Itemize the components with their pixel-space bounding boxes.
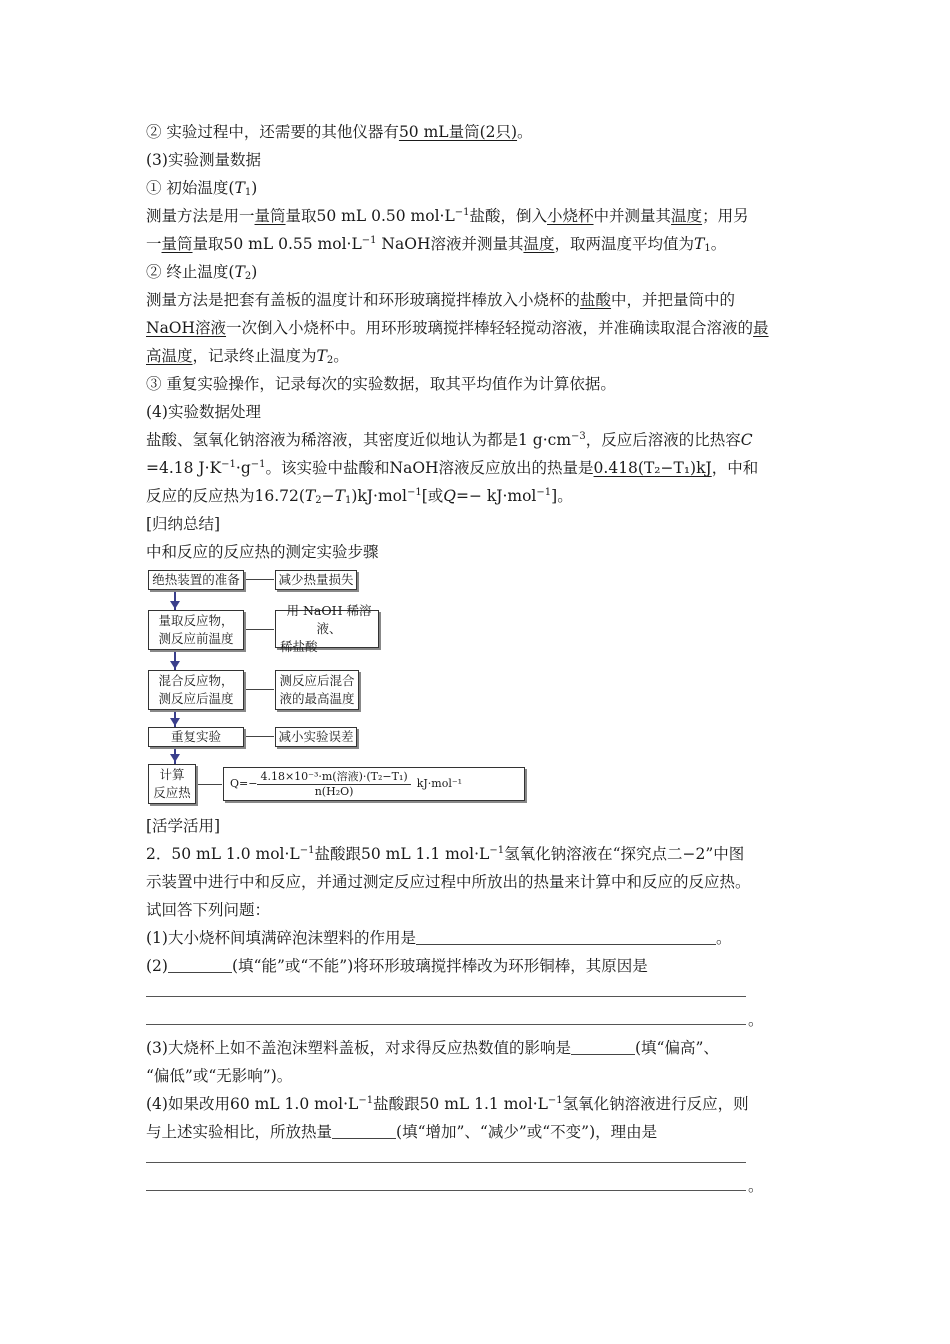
formula-fraction: $\frac{\text{4.18×10⁻³·m(溶液)·(T₂−T₁)}}{\text{n(H₂O)}}$ bbox=[257, 770, 410, 799]
text-line: NaOH溶液一次倒入小烧杯中。用环形玻璃搅拌棒轻轻搅动溶液，并准确读取混合溶液的最 bbox=[146, 319, 769, 337]
answer-blank[interactable] bbox=[416, 929, 716, 945]
text-line: 高温度，记录终止温度为$T_2$。 bbox=[146, 347, 349, 366]
connector bbox=[246, 736, 274, 737]
question-3: (3)大烧杯上如不盖泡沫塑料盖板，对求得反应热数值的影响是 (填“偏高”、 bbox=[146, 1039, 719, 1057]
flow-note-reduce-heat-loss: 减少热量损失 bbox=[275, 570, 357, 590]
question-3-cont: “偏低”或“无影响”)。 bbox=[146, 1067, 293, 1085]
answer-blank[interactable] bbox=[571, 1039, 635, 1055]
connector bbox=[198, 784, 222, 785]
question-1: (1)大小烧杯间填满碎泡沫塑料的作用是 。 bbox=[146, 929, 732, 947]
connector bbox=[246, 689, 274, 690]
answer-line[interactable] bbox=[146, 1190, 746, 1191]
answer-line[interactable] bbox=[146, 1024, 746, 1025]
section-heading: [活学活用] bbox=[146, 817, 221, 835]
section-heading: (3)实验测量数据 bbox=[146, 151, 261, 169]
section-heading: [归纳总结] bbox=[146, 515, 221, 533]
flow-formula: Q=− $\frac{\text{4.18×10⁻³·m(溶液)·(T₂−T₁)}}{\text{n(H₂O)}}$ kJ·mol⁻¹ bbox=[223, 767, 525, 801]
answer-blank[interactable] bbox=[332, 1123, 396, 1139]
arrow-down-icon bbox=[170, 718, 180, 726]
arrow-down-icon bbox=[170, 754, 180, 762]
question-stem: 示装置中进行中和反应，并通过测定反应过程中所放出的热量来计算中和反应的反应热。 bbox=[146, 873, 751, 891]
question-2: (2) (填“能”或“不能”)将环形玻璃搅拌棒改为环形铜棒，其原因是 bbox=[146, 957, 648, 975]
flow-note-max-temp: 测反应后混合 液的最高温度 bbox=[275, 670, 359, 710]
text-line: ② 实验过程中，还需要的其他仪器有50 mL量筒(2只)。 bbox=[146, 123, 533, 141]
text-line: 测量方法是把套有盖板的温度计和环形玻璃搅拌棒放入小烧杯的盐酸中，并把量筒中的 bbox=[146, 291, 736, 309]
question-stem: 2．50 mL 1.0 $mol\cdot L^{-1}$盐酸跟50 mL 1.1 $mol\cdot L^{-1}$氢氧化钠溶液在“探究点二−2”中图 bbox=[146, 845, 745, 863]
flow-note-reduce-error: 减小实验误差 bbox=[275, 727, 357, 747]
flow-step-calculate: 计算 反应热 bbox=[148, 764, 196, 804]
arrow-down-icon bbox=[170, 661, 180, 669]
arrow-down-icon bbox=[170, 601, 180, 609]
text-line: ③ 重复实验操作，记录每次的实验数据，取其平均值作为计算依据。 bbox=[146, 375, 616, 393]
period-mark: 。 bbox=[748, 1177, 764, 1195]
question-stem: 试回答下列问题： bbox=[146, 901, 271, 919]
section-heading: (4)实验数据处理 bbox=[146, 403, 261, 421]
flow-note-dilute-solutions: 用 NaOH 稀溶液、 稀盐酸 bbox=[275, 610, 379, 648]
text-line: 反应的反应热为$16.72(T_2-T_1)kJ\cdot mol^{-1}$[或Q=− kJ·mol$^{-1}$]。 bbox=[146, 487, 573, 506]
connector bbox=[246, 579, 274, 580]
text-line: ② 终止温度$(T_2)$ bbox=[146, 263, 258, 282]
flow-step-measure-before: 量取反应物， 测反应前温度 bbox=[148, 610, 244, 650]
flow-step-prepare: 绝热装置的准备 bbox=[148, 570, 244, 590]
question-4-cont: 与上述实验相比，所放热量 (填“增加”、“减少”或“不变”)，理由是 bbox=[146, 1123, 658, 1141]
period-mark: 。 bbox=[748, 1011, 764, 1029]
answer-line[interactable] bbox=[146, 996, 746, 997]
connector bbox=[246, 629, 274, 630]
answer-line[interactable] bbox=[146, 1162, 746, 1163]
text-line: =4.18 $J\cdot K^{-1}\cdot g^{-1}$。该实验中盐酸和NaOH溶液反应放出的热量是0.418(T₂−T₁)kJ，中和 bbox=[146, 459, 759, 477]
diagram-caption: 中和反应的反应热的测定实验步骤 bbox=[146, 543, 379, 561]
text-line: 一量筒量取50 mL 0.55 $mol\cdot L^{-1}$ NaOH溶液并测量其温度，取两温度平均值为$T_1$。 bbox=[146, 235, 727, 254]
text-line: ① 初始温度$(T_1)$ bbox=[146, 179, 258, 198]
answer-blank[interactable] bbox=[168, 957, 232, 973]
text-line: 测量方法是用一量筒量取50 mL 0.50 $mol\cdot L^{-1}$盐酸，倒入小烧杯中并测量其温度；用另 bbox=[146, 207, 749, 225]
text-line: 盐酸、氢氧化钠溶液为稀溶液，其密度近似地认为都是1 $g\cdot cm^{-3}$，反应后溶液的比热容C bbox=[146, 431, 753, 449]
flow-step-measure-after: 混合反应物， 测反应后温度 bbox=[148, 670, 244, 710]
flow-step-repeat: 重复实验 bbox=[148, 727, 244, 747]
question-4: (4)如果改用60 mL 1.0 $mol\cdot L^{-1}$盐酸跟50 mL 1.1 $mol\cdot L^{-1}$氢氧化钠溶液进行反应，则 bbox=[146, 1095, 749, 1113]
